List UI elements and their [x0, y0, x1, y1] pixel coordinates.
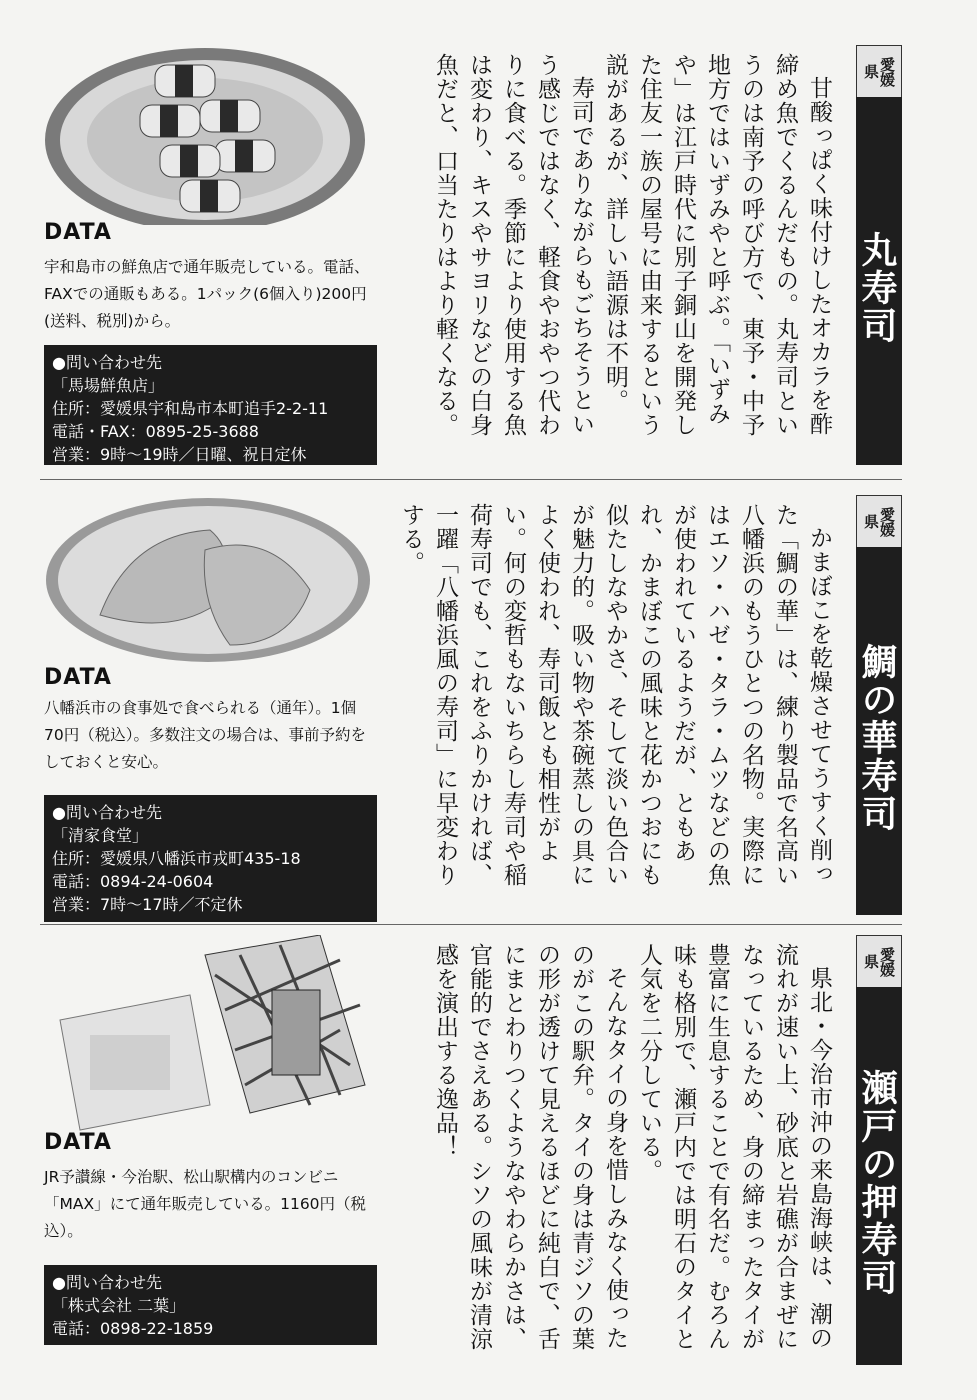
article-title: 瀬戸の押寿司 — [856, 987, 902, 1365]
data-text: 八幡浜市の食事処で食べられる（通年）。1個70円（税込）。多数注文の場合は、事前予約をしておくと安心。 — [44, 699, 366, 771]
marusushi-photo — [40, 45, 375, 225]
data-text: JR予讃線・今治駅、松山駅構内のコンビニ「MAX」にて通年販売している。1160円（税込）。 — [44, 1168, 367, 1240]
body-paragraph: 甘酸っぱく味付けしたオカラを酢締め魚でくるんだもの。丸寿司というのは南予の呼び方で、東予・中予地方ではいずみやと呼ぶ。「いずみや」は江戸時代に別子銅山を開発した住友一族の屋号に由来するという説があるが、詳しい語源は不明。 — [602, 53, 832, 437]
data-label: DATA — [44, 1130, 112, 1155]
prefecture-label: 愛媛県 — [856, 45, 902, 97]
contact-box — [44, 795, 377, 922]
contact-phone: 電話：0894-24-0604 — [52, 872, 214, 891]
contact-heading: ●問い合わせ先 — [52, 803, 162, 822]
prefecture-label: 愛媛県 — [856, 495, 902, 547]
contact-box — [44, 345, 377, 465]
oshizushi-photo — [40, 935, 375, 1135]
article-body — [428, 53, 836, 458]
contact-heading: ●問い合わせ先 — [52, 353, 162, 372]
contact-phone: 電話・FAX：0895-25-3688 — [52, 422, 259, 441]
data-text: 宇和島市の鮮魚店で通年販売している。電話、FAXでの通販もある。1パック(6個入り)200円(送料、税別)から。 — [44, 258, 370, 330]
article-setono-oshizushi — [40, 935, 902, 1365]
contact-name: 「清家食堂」 — [52, 826, 149, 845]
article-tainohana — [40, 495, 902, 915]
article-title: 丸寿司 — [856, 97, 902, 465]
contact-box — [44, 1265, 377, 1345]
contact-address: 住所：愛媛県宇和島市本町追手2-2-11 — [52, 399, 329, 418]
contact-heading: ●問い合わせ先 — [52, 1273, 162, 1292]
data-label: DATA — [44, 220, 112, 245]
contact-hours: 営業：9時～19時／日曜、祝日定休 — [52, 445, 307, 464]
article-body — [428, 943, 836, 1358]
article-title: 鯛の華寿司 — [856, 547, 902, 915]
body-paragraph: かまぼこを乾燥させてうすく削った「鯛の華」は、練り製品で名高い八幡浜のもうひとつの名物。実際にはエソ・ハゼ・タラ・ムツなどの魚が使われているようだが、ともあれ、かまぼこの風味と花かつおにも似たしなやかさ、そして淡い色合いが魅力的。吸い物や茶碗蒸しの具によく使われ、寿司飯とも相性がよい。何の変哲もないちらし寿司や稲荷寿司でも、これをふりかければ、一躍「八幡浜風の寿司」に早変わりする。 — [398, 503, 832, 887]
contact-phone: 電話：0898-22-1859 — [52, 1319, 214, 1338]
tainohana-photo — [40, 495, 375, 665]
body-paragraph: 寿司でありながらもごちそうという感じではなく、軽食やおやつ代わりに食べる。季節により使用する魚は変わり、キスやサヨリなどの白身魚だと、口当たりはより軽くなる。 — [432, 53, 594, 437]
contact-hours: 営業：7時～17時／不定休 — [52, 895, 243, 914]
article-body — [394, 503, 836, 908]
body-paragraph: 県北・今治市沖の来島海峡は、潮の流れが速い上、砂底と岩礁が合まぜになっているため、身の締まったタイが豊富に生息することで有名だ。むろん味も格別で、瀬戸内では明石のタイと人気を二分している。 — [636, 943, 832, 1351]
data-label: DATA — [44, 665, 112, 690]
section-divider — [40, 924, 902, 925]
contact-name: 「株式会社 二葉」 — [52, 1296, 186, 1315]
contact-name: 「馬場鮮魚店」 — [52, 376, 165, 395]
article-marusushi — [40, 45, 902, 465]
body-paragraph: そんなタイの身を惜しみなく使ったのがこの駅弁。タイの身は青ジソの葉の形が透けて見えるほどに純白で、舌にまとわりつくようなやわらかさは、官能的でさえある。シソの風味が清涼感を演出する逸品！ — [432, 943, 628, 1351]
prefecture-label: 愛媛県 — [856, 935, 902, 987]
contact-address: 住所：愛媛県八幡浜市戎町435-18 — [52, 849, 301, 868]
section-divider — [40, 479, 902, 480]
